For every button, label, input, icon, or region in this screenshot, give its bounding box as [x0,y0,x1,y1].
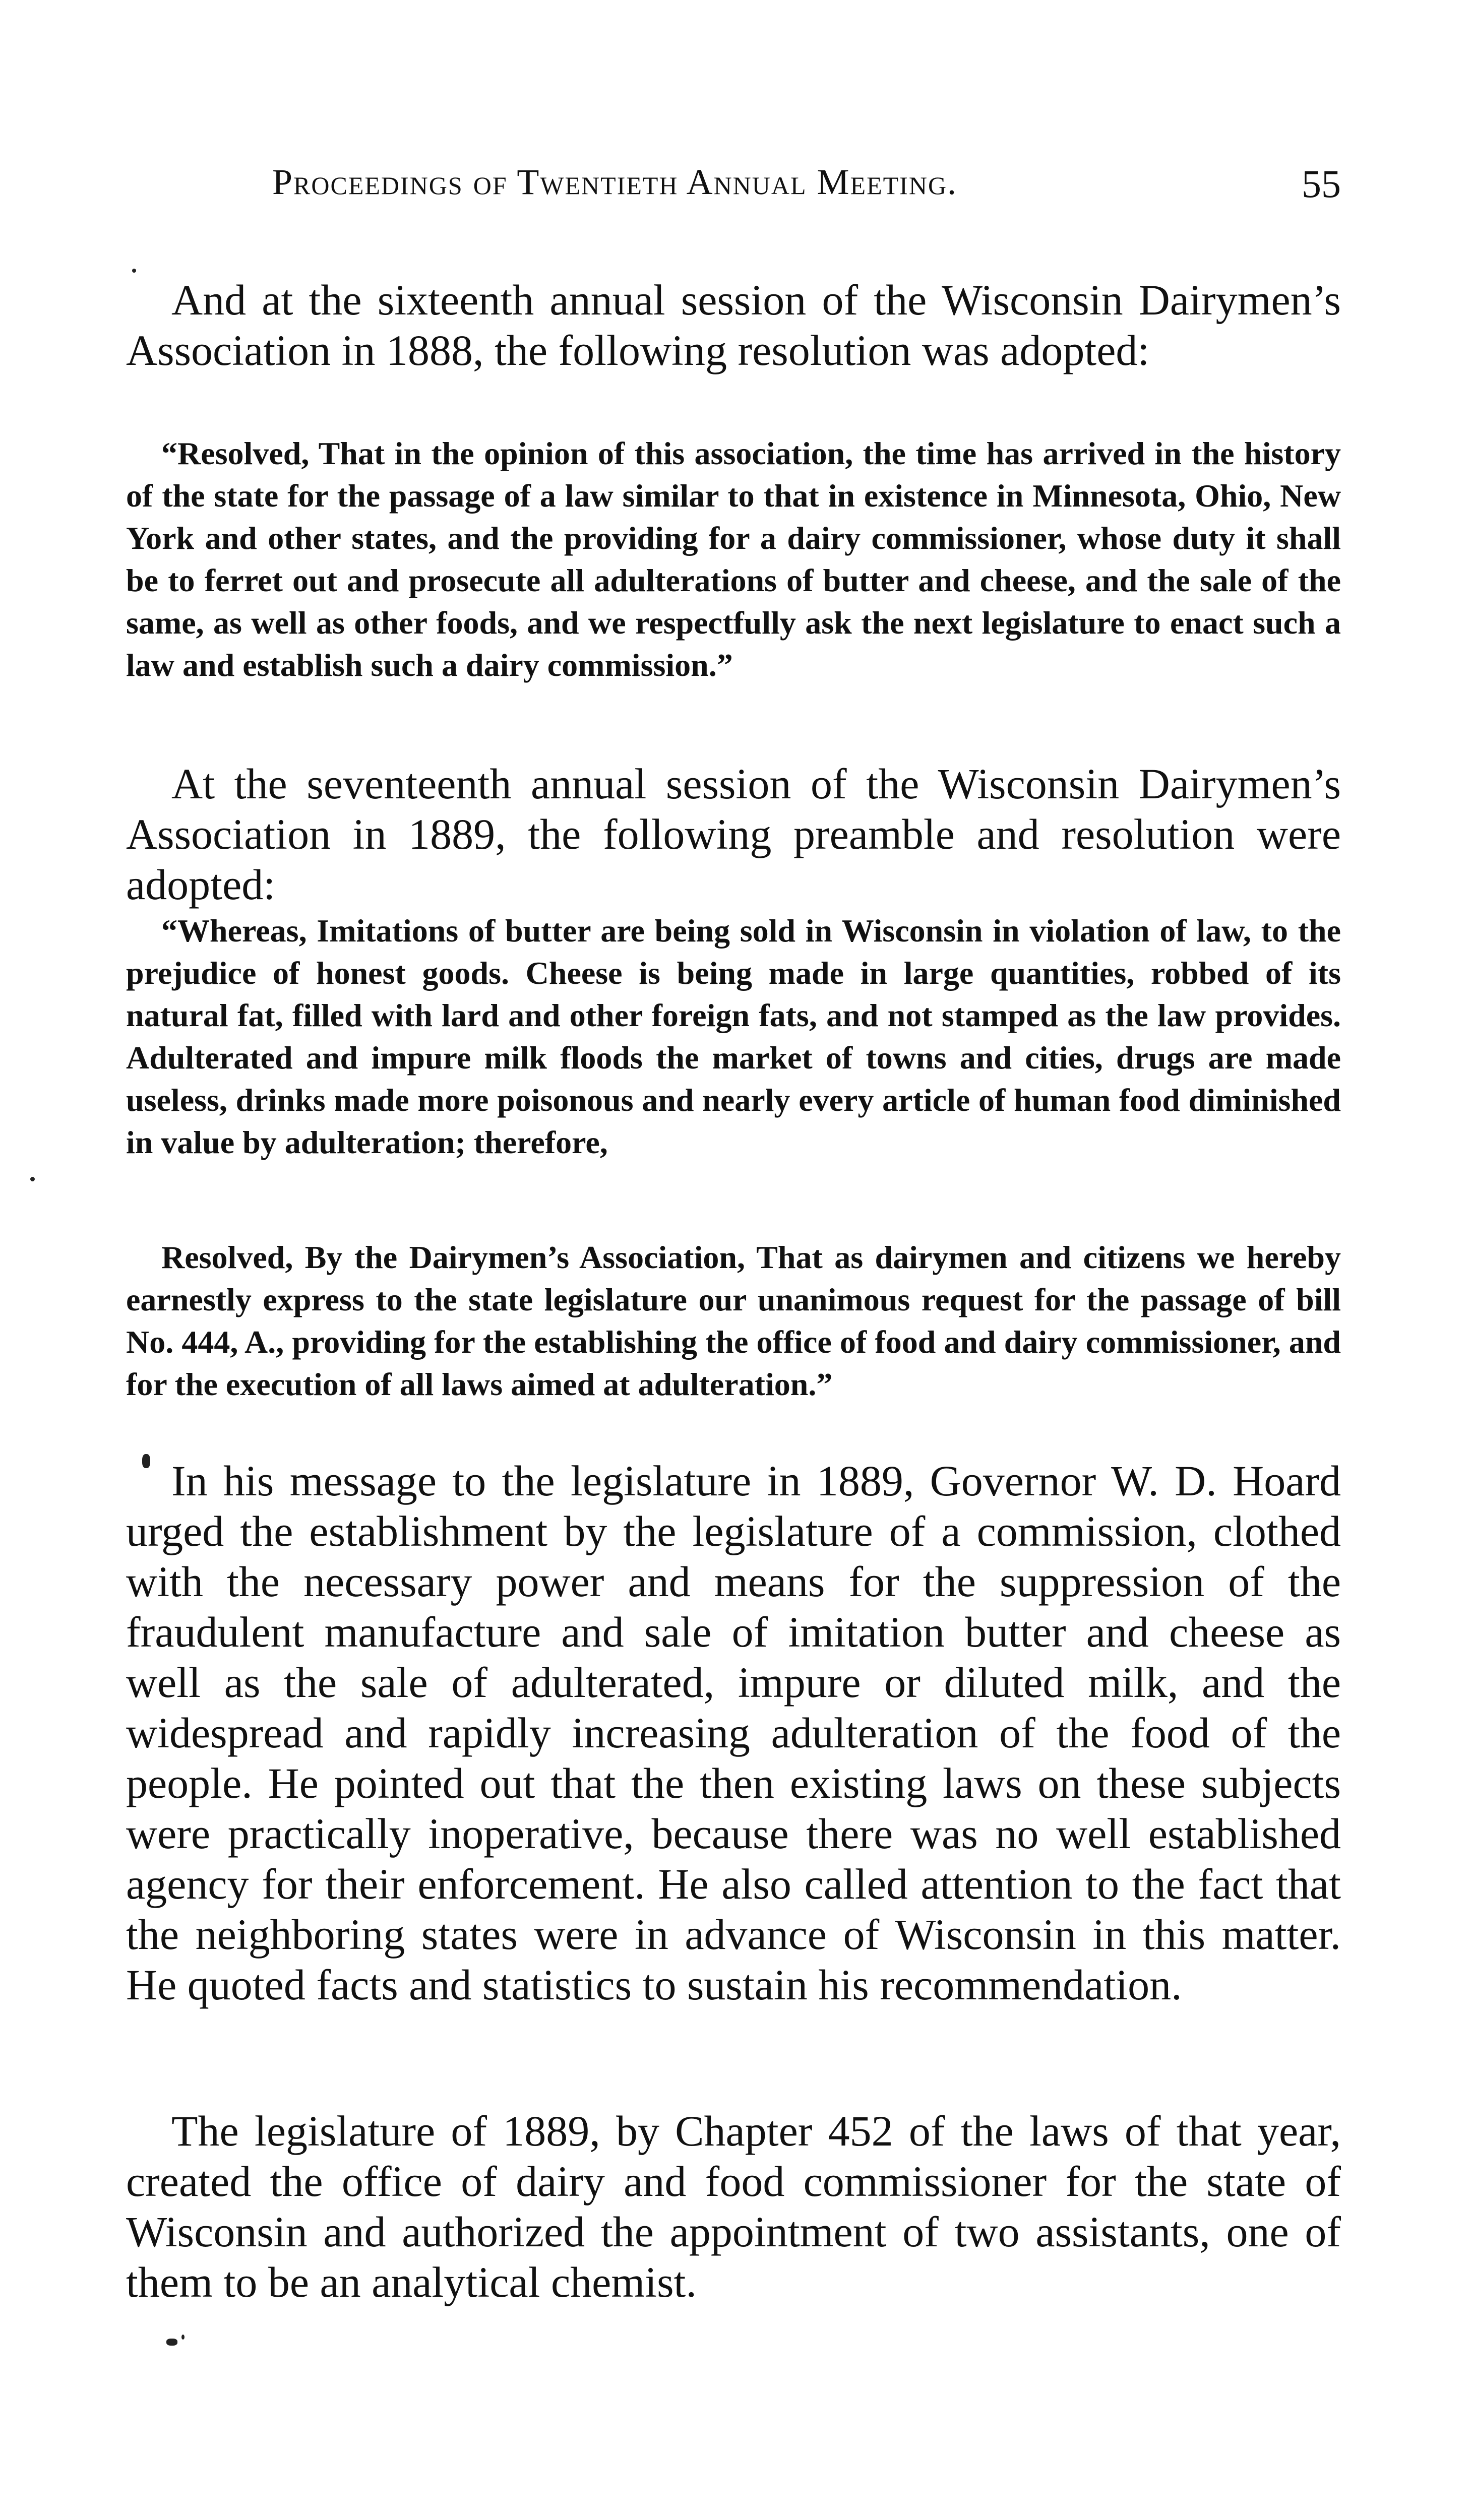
print-speck [142,1454,150,1468]
page-number: 55 [1302,162,1341,206]
paragraph-2: At the seventeenth annual session of the Wisconsin Dairymen’s Association in 1889, the following preamble and resolution were adopted: [126,760,1341,909]
resolution-1888: “Resolved, That in the opinion of this association, the time has arrived in the history of the state for the passage of a law similar to that in existence in Minnesota, Ohio, New York and other states, and the providing for a dairy commissioner, whose duty it shall be to ferret out and prosecute all adulterations of butter and cheese, and the sale of the same, as well as other foods, and we respectfully ask the next legislature to enact such a law and establish such a dairy commission.” [126,435,1341,683]
print-speck [132,269,136,273]
page-header [126,161,1341,222]
resolution-1889: Resolved, By the Dairymen’s Association, That as dairymen and citizens we hereby earnestly express to the state legislature our unanimous request for the passage of bill No. 444, A., providing for the establishing the office of food and dairy commissioner, and for the execution of all laws aimed at adulteration.” [126,1239,1341,1402]
print-speck [30,1177,35,1181]
print-speck [166,2339,177,2346]
paragraph-4: The legislature of 1889, by Chapter 452 of the laws of that year, created the office of dairy and food commissioner for the state of Wisconsin and authorized the appointment of two assistants, one of them to be an analytical chemist. [126,2107,1341,2306]
preamble-1889: “Whereas, Imitations of butter are being sold in Wisconsin in violation of law, to the prejudice of honest goods. Cheese is being made in large quantities, robbed of its natural fat, filled with lard and other foreign fats, and not stamped as the law provides. Adulterated and impure milk floods the market of towns and cities, drugs are made useless, drinks made more poisonous and nearly every article of human food diminished in value by adulteration; therefore, [126,913,1341,1160]
print-speck [181,2335,185,2340]
paragraph-3: In his message to the legislature in 1889, Governor W. D. Hoard urged the establishment by the legislature of a commission, clothed with the necessary power and means for the suppression of the fraudulent manufacture and sale of imitation butter and cheese as well as the sale of adulterated, impure or diluted milk, and the widespread and rapidly increasing adulteration of the food of the people. He pointed out that the then existing laws on these subjects were practically inoperative, because there was no well established agency for their enforcement. He also called attention to the fact that the neighboring states were in advance of Wisconsin in this matter. He quoted facts and statistics to sustain his recommendation. [126,1457,1341,2009]
paragraph-1: And at the sixteenth annual session of the Wisconsin Dairymen’s Association in 1888, the following resolution was adopted: [126,276,1341,374]
running-head: Proceedings of Twentieth Annual Meeting. [272,162,958,202]
